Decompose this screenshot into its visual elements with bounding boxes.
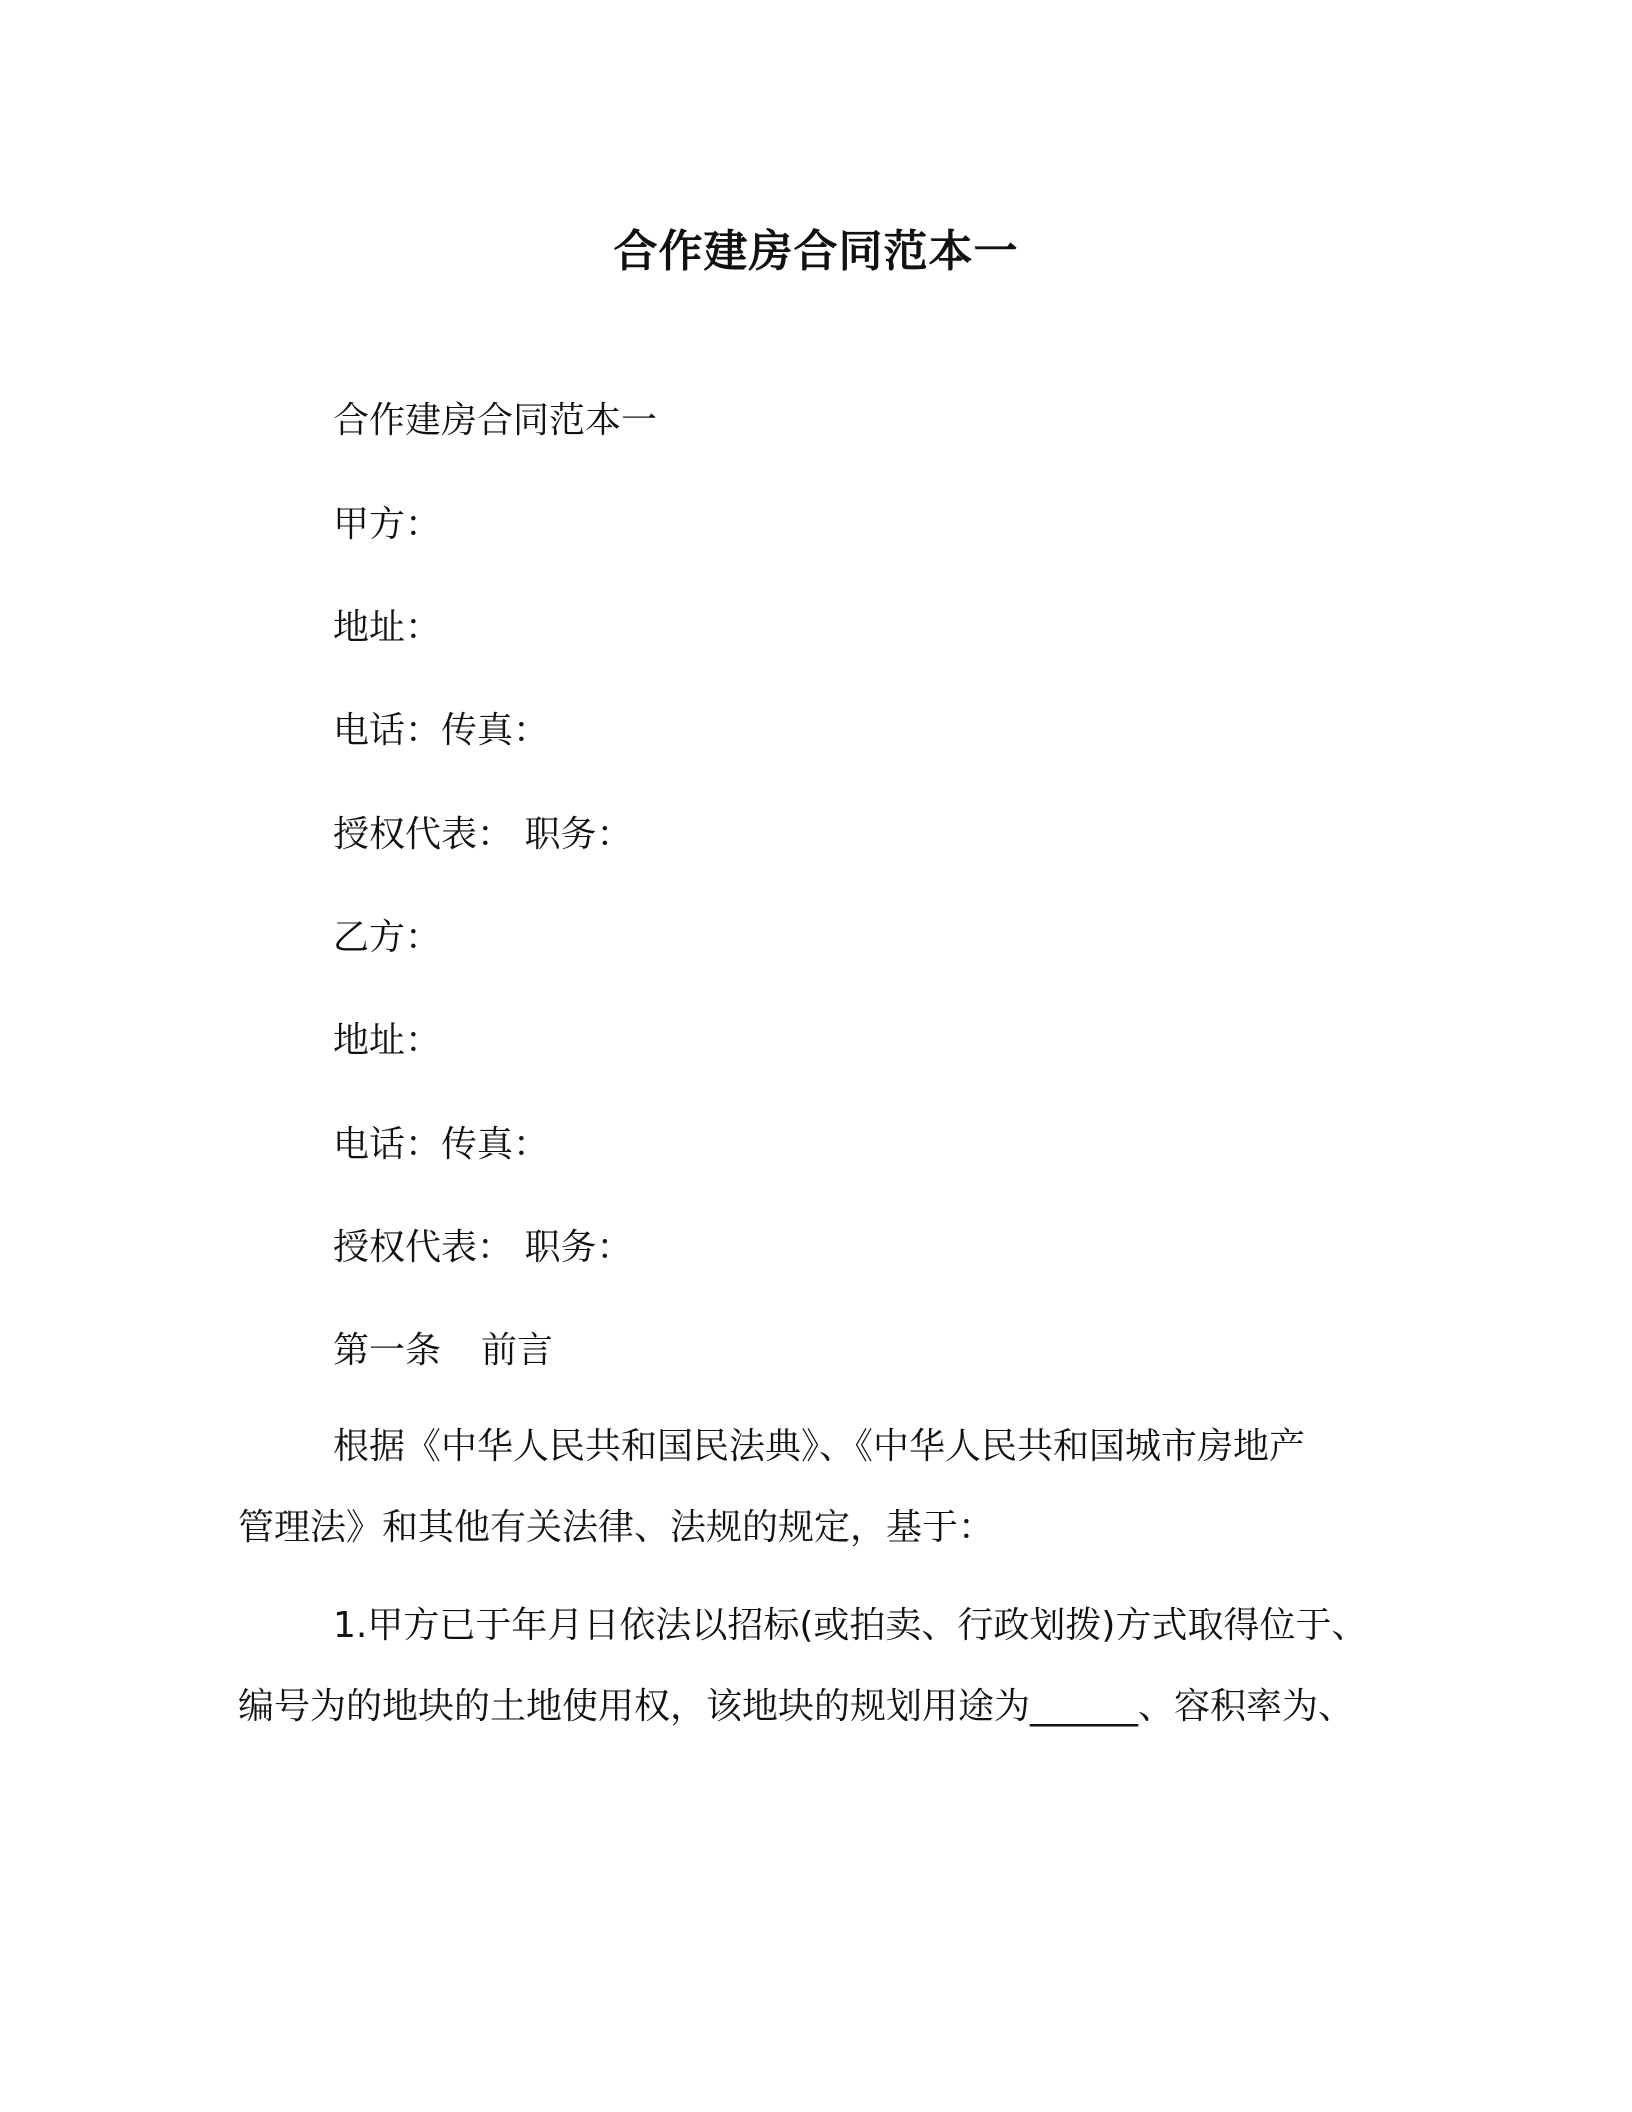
party-b-address-label: 地址：	[333, 1020, 442, 1061]
party-a-phone-fax-label: 电话：传真：	[333, 710, 550, 751]
party-b-phone-fax-label: 电话：传真：	[333, 1124, 550, 1165]
paragraph-line: 管理法》和其他有关法律、法规的规定，基于：	[238, 1507, 995, 1548]
article-number: 第一条	[333, 1330, 442, 1371]
paragraph-line: 1.甲方已于年月日依法以招标(或拍卖、行政划拨)方式取得位于、	[333, 1605, 1368, 1646]
paragraph-line: 根据《中华人民共和国民法典》、《中华人民共和国城市房地产	[333, 1426, 1306, 1467]
article-one-heading	[333, 1326, 553, 1376]
party-b-representative-label: 授权代表： 职务：	[333, 1227, 633, 1268]
party-a-label: 甲方：	[333, 504, 442, 545]
party-a-address-label: 地址：	[333, 607, 442, 648]
article-title: 前言	[481, 1330, 554, 1371]
contract-heading: 合作建房合同范本一	[333, 400, 658, 441]
party-b-label: 乙方：	[333, 917, 442, 958]
party-a-representative-label: 授权代表： 职务：	[333, 814, 633, 855]
paragraph-line: 编号为的地块的土地使用权，该地块的规划用途为______、容积率为、	[238, 1686, 1355, 1727]
document-title: 合作建房合同范本一	[613, 226, 1019, 277]
land-use-paragraph	[238, 1601, 1408, 1763]
legal-basis-paragraph	[238, 1422, 1408, 1584]
